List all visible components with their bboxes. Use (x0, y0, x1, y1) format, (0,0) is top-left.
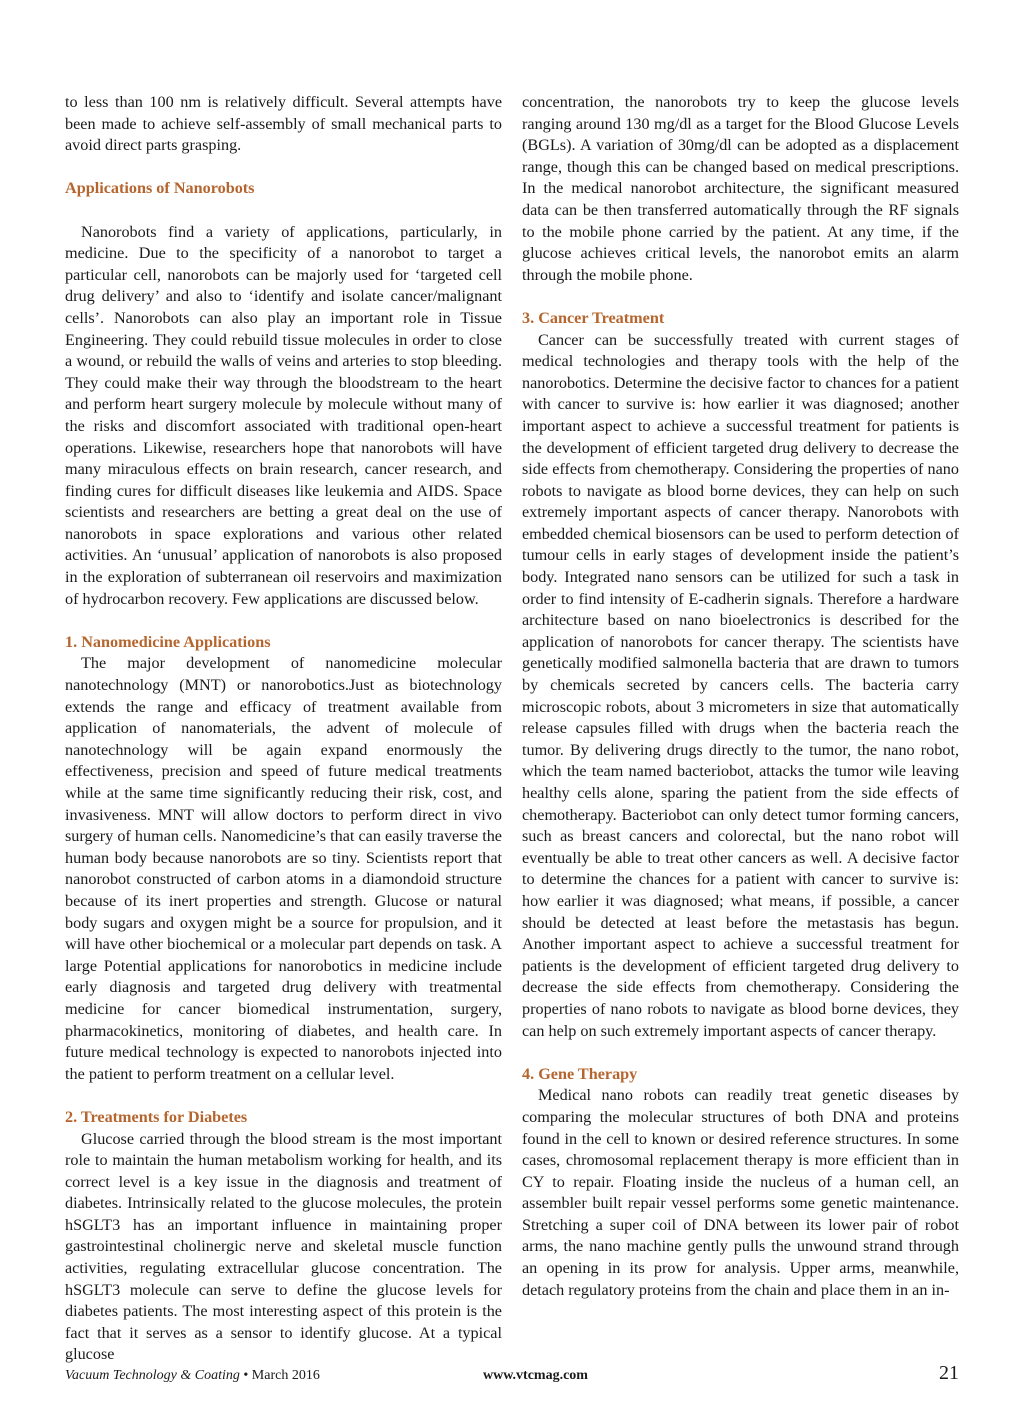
cancer-paragraph: Cancer can be successfully treated with current stages of medical technologies and therapy tools with the help of the nanorobotics. Determine the decisive factor to chances for a patient with cancer to survive is: how earlier it was diagnosed; another important aspect to achieve a successful treatment for patients is the development of efficient targeted drug delivery to decrease the side effects from chemotherapy. Considering the properties of nano robots to navigate as blood borne devices, they can help on such extremely important aspects of cancer therapy. Nanorobots with embedded chemical biosensors can be used to perform detection of tumour cells in early stages of development inside the patient’s body. Integrated nano sensors can be utilized for such a task in order to find intensity of E-cadherin signals. Therefore a hardware architecture based on nano bioelectronics is described for the application of nanorobots for cancer therapy. The scientists have genetically modified salmonella bacteria that are drawn to tumors by chemicals secreted by cancers cells. The bacteria carry microscopic robots, about 3 micrometers in size that automatically release capsules filled with drugs when the bacteria reach the tumor. By delivering drugs directly to the tumor, the nano robot, which the team named bacteriobot, attacks the tumor wile leaving healthy cells alone, sparing the patient from the side effects of chemotherapy. Bacteriobot can only detect tumor forming cancers, such as breast cancers and colorectal, but the nano robot will eventually be able to treat other cancers as well. A decisive factor to determine the chances for a patient with cancer to survive is: how earlier it was diagnosed; what means, if possible, a cancer should be detected at least before the metastasis has begun. Another important aspect to achieve a successful treatment for patients is the development of efficient targeted drug delivery to decrease the side effects from chemotherapy. Considering the properties of nano robots to navigate as blood borne devices, they can help on such extremely important aspects of cancer therapy. (522, 330, 959, 1040)
nanomedicine-paragraph: The major development of nanomedicine molecular nanotechnology (MNT) or nanorobotics.Just as biotechnology extends the range and efficacy of treatment available from application of nanomaterials, the advent of molecule of nanotechnology will be again expand enormously the effectiveness, precision and speed of future medical treatments while at the same time significantly reducing their risk, cost, and invasiveness. MNT will allow doctors to perform direct in vivo surgery of human cells. Nanomedicine’s that can easily traverse the human body because nanorobots are so tiny. Scientists report that nanorobot constructed of carbon atoms in a diamondoid structure because of its inert properties and strength. Glucose or natural body sugars and oxygen might be a source for propulsion, and it will have other biochemical or a molecular part depends on task. A large Potential applications for nanorobotics in medicine include early diagnosis and targeted drug delivery with treatmental medicine for cancer biomedical instrumentation, surgery, pharmacokinetics, monitoring of diabetes, and health care. In future medical technology is expected to nanorobots injected into the patient to perform treatment on a cellular level. (65, 654, 502, 1083)
footer-publication-info (65, 1368, 320, 1384)
page-number: 21 (939, 1362, 959, 1384)
intro-continuation-paragraph: to less than 100 nm is relatively difficult. Several attempts have been made to achieve self-assembly of small mechanical parts to avoid direct parts grasping. (65, 93, 502, 155)
diabetes-continuation-paragraph: concentration, the nanorobots try to keep the glucose levels ranging around 130 mg/dl as a target for the Blood Glucose Levels (BGLs). A variation of 30mg/dl can be adopted as a displacement range, though this can be changed based on medical prescriptions. In the medical nanorobot architecture, the significant measured data can be then transferred automatically through the RF signals to the mobile phone carried by the patient. At any time, if the glucose achieves critical levels, the nanorobot emits an alarm through the mobile phone. (522, 93, 959, 284)
spacer (65, 157, 502, 179)
left-column (65, 92, 502, 1366)
nanomedicine-heading: 1. Nanomedicine Applications (65, 632, 271, 651)
footer-separator: • (243, 1368, 249, 1383)
diabetes-paragraph: Glucose carried through the blood stream is the most important role to maintain the human metabolism working for health, and its correct level is a key issue in the diagnosis and treatment of diabetes. Intrinsically related to the glucose molecules, the protein hSGLT3 has an important influence in maintaining proper gastrointestinal cholinergic nerve and skeletal muscle function activities, regulating extracellular glucose concentration. The hSGLT3 molecule can serve to define the glucose levels for diabetes patients. The most interesting aspect of this protein is the fact that it serves as a sensor to identify glucose. At a typical glucose (65, 1129, 502, 1364)
website-link[interactable]: www.vtcmag.com (483, 1368, 588, 1383)
spacer (65, 1085, 502, 1107)
spacer (65, 200, 502, 222)
spacer (65, 610, 502, 632)
page-footer (65, 1362, 959, 1388)
issue-date: March 2016 (251, 1368, 320, 1383)
gene-therapy-paragraph: Medical nano robots can readily treat genetic diseases by comparing the molecular structures of both DNA and proteins found in the cell to known or desired reference structures. In some cases, chromosomal replacement therapy is more efficient than in CY to repair. Floating inside the nucleus of a human cell, an assembler built repair vessel performs some genetic maintenance. Stretching a super coil of DNA between its lower pair of robot arms, the nano machine gently pulls the unwound strand through an opening in its prow for analysis. Upper arms, meanwhile, detach regulatory proteins from the chain and place them in an in- (522, 1086, 959, 1299)
gene-therapy-heading: 4. Gene Therapy (522, 1064, 638, 1083)
cancer-heading: 3. Cancer Treatment (522, 308, 665, 327)
diabetes-heading: 2. Treatments for Diabetes (65, 1107, 248, 1126)
applications-heading: Applications of Nanorobots (65, 179, 255, 198)
right-column (522, 92, 959, 1301)
publication-name: Vacuum Technology & Coating (65, 1368, 240, 1383)
applications-paragraph: Nanorobots find a variety of applications, particularly, in medicine. Due to the specificity of a nanorobot to target a particular cell, nanorobots can be majorly used for ‘targeted cell drug delivery’ and also to ‘identify and isolate cancer/malignant cells’. Nanorobots can also play an important role in Tissue Engineering. They could rebuild tissue molecules in order to close a wound, or rebuild the walls of veins and arteries to stop bleeding. They could make their way through the bloodstream to the heart and perform heart surgery molecule by molecule without many of the risks and discomfort associated with traditional open-heart operations. Likewise, researchers hope that nanorobots will have many miraculous effects on brain research, cancer research, and finding cures for difficult diseases like leukemia and AIDS. Space scientists and researchers are betting a great deal on the use of nanorobots in space explorations and various other related activities. An ‘unusual’ application of nanorobots is also proposed in the exploration of subterranean oil reservoirs and maximization of hydrocarbon recovery. Few applications are discussed below. (65, 222, 502, 608)
spacer (522, 286, 959, 308)
spacer (522, 1042, 959, 1064)
